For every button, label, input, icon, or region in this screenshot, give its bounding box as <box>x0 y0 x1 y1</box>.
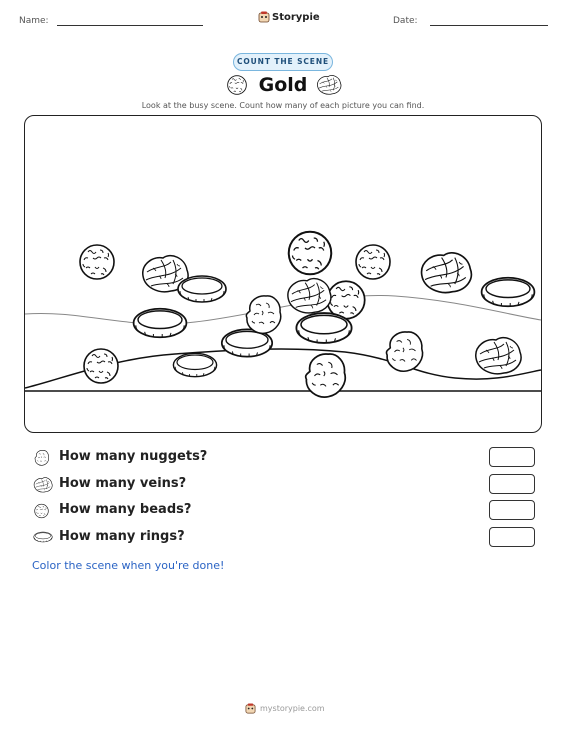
scene-vein <box>476 338 521 374</box>
brand-name: Storypie <box>272 11 320 23</box>
answer-box-veins[interactable] <box>489 474 535 494</box>
scene-bead <box>80 245 114 279</box>
question-text: How many beads? <box>59 502 192 517</box>
scene-bead <box>84 349 118 383</box>
scene-ring <box>178 276 226 302</box>
scene-nugget <box>386 332 422 371</box>
question-row <box>31 527 536 554</box>
storypie-logo-icon <box>245 703 256 714</box>
question-row <box>31 447 536 474</box>
answer-box-rings[interactable] <box>489 527 535 547</box>
question-text: How many veins? <box>59 475 187 491</box>
question-list <box>31 447 536 553</box>
answer-box-nuggets[interactable] <box>489 447 535 467</box>
scene-ring <box>482 278 535 307</box>
question-text: How many rings? <box>59 528 185 544</box>
nugget-icon <box>33 450 51 466</box>
brand-logo <box>258 11 320 23</box>
scene-ring <box>173 353 216 376</box>
scene-nugget <box>306 354 346 397</box>
vein-icon <box>33 477 53 493</box>
instructions: Look at the busy scene. Count how many of each picture you can find. <box>141 101 425 110</box>
scene-ring <box>296 313 351 343</box>
date-line[interactable] <box>430 25 548 26</box>
question-text: How many nuggets? <box>59 449 208 464</box>
scene-bead <box>356 245 390 279</box>
scene-vein <box>288 279 331 313</box>
question-row <box>31 474 536 501</box>
scene-ring <box>134 309 187 338</box>
page-title: Gold <box>258 74 308 96</box>
scene-bead <box>289 232 332 275</box>
bead-icon <box>33 503 50 519</box>
footer <box>245 703 325 714</box>
scene-nugget <box>246 296 280 333</box>
ring-icon <box>33 530 53 544</box>
color-note: Color the scene when you're done! <box>32 559 225 572</box>
name-line[interactable] <box>57 25 203 26</box>
question-row <box>31 500 536 527</box>
scene-vein <box>422 253 472 293</box>
activity-badge: COUNT THE SCENE <box>233 53 333 71</box>
storypie-logo-icon <box>258 11 270 23</box>
vein-icon <box>316 74 342 96</box>
footer-url[interactable]: mystorypie.com <box>260 704 325 713</box>
name-label: Name: <box>19 16 49 26</box>
date-label: Date: <box>393 16 418 26</box>
scene-picture <box>24 115 542 433</box>
answer-box-beads[interactable] <box>489 500 535 520</box>
